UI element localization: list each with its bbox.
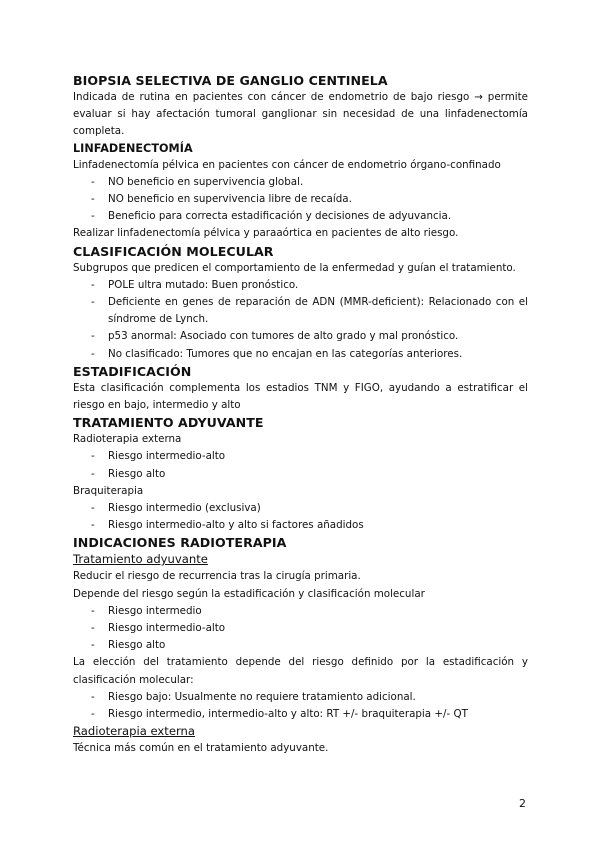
- molecular-intro: Subgrupos que predicen el comportamiento de la enfermedad y guían el tratamiento.: [73, 261, 516, 274]
- indicaciones-p4: Técnica más común en el tratamiento adyuvante.: [73, 742, 329, 755]
- list-item: - Riesgo intermedio, intermedio-alto y alto: RT +/- braquiterapia +/- QT: [73, 706, 528, 723]
- indicaciones-p3: La elección del tratamiento depende del riesgo definido por la estadificación y clasificación molecular:: [73, 656, 528, 686]
- indicaciones-p1: Reducir el riesgo de recurrencia tras la cirugía primaria.: [73, 570, 361, 583]
- linfa-list: [73, 174, 528, 226]
- dash-bullet: -: [91, 502, 95, 515]
- linfa-intro: Linfadenectomía pélvica en pacientes con cáncer de endometrio órgano-confinado: [73, 158, 501, 171]
- dash-bullet: -: [91, 193, 95, 206]
- page-number: 2: [519, 797, 526, 810]
- subheading-radioterapia-externa: Radioterapia externa: [73, 724, 195, 739]
- list-item: - Riesgo intermedio: [73, 603, 528, 620]
- heading-linfadenectomia: LINFADENECTOMÍA: [73, 141, 193, 155]
- dash-bullet: -: [91, 175, 95, 188]
- list-item: - Riesgo intermedio-alto y alto si factores añadidos: [73, 517, 528, 534]
- estadificacion-text: Esta clasificación complementa los estadios TNM y FIGO, ayudando a estratificar el riesgo en bajo, intermedio y alto: [73, 381, 528, 412]
- list-item: - Beneficio para correcta estadificación y decisiones de adyuvancia.: [73, 208, 528, 225]
- list-item: - POLE ultra mutado: Buen pronóstico.: [73, 277, 528, 294]
- dash-bullet: -: [91, 604, 95, 617]
- braquiterapia-list: [73, 500, 528, 534]
- ganglio-text: Indicada de rutina en pacientes con cáncer de endometrio de bajo riesgo → permite evaluar si hay afectación tumoral ganglionar sin necesidad de una linfadenectomía completa.: [73, 91, 528, 138]
- dash-bullet: -: [91, 347, 95, 360]
- subheading-tratamiento-adyuvante: Tratamiento adyuvante: [73, 552, 208, 567]
- dash-bullet: -: [91, 690, 95, 703]
- document-page: [73, 72, 528, 758]
- dash-bullet: -: [91, 467, 95, 480]
- heading-estadificacion: ESTADIFICACIÓN: [73, 363, 192, 379]
- molecular-list: [73, 277, 528, 363]
- list-item: - Riesgo bajo: Usualmente no requiere tratamiento adicional.: [73, 689, 528, 706]
- list-item: - No clasificado: Tumores que no encajan en las categorías anteriores.: [73, 346, 528, 363]
- list-item: - Riesgo intermedio-alto: [73, 620, 528, 637]
- indicaciones-p2: Depende del riesgo según la estadificación y clasificación molecular: [73, 587, 425, 600]
- heading-indicaciones-radioterapia: INDICACIONES RADIOTERAPIA: [73, 535, 287, 551]
- dash-bullet: -: [91, 296, 95, 309]
- radioterapia-externa-list: [73, 448, 528, 482]
- list-item: - Riesgo intermedio-alto: [73, 448, 528, 465]
- dash-bullet: -: [91, 622, 95, 635]
- list-item: - Riesgo alto: [73, 637, 528, 654]
- riesgo-list: [73, 603, 528, 655]
- list-item: - Riesgo intermedio (exclusiva): [73, 500, 528, 517]
- eleccion-list: [73, 689, 528, 723]
- dash-bullet: -: [91, 639, 95, 652]
- list-item: - NO beneficio en supervivencia global.: [73, 174, 528, 191]
- radioterapia-externa-label: Radioterapia externa: [73, 433, 182, 446]
- dash-bullet: -: [91, 450, 95, 463]
- dash-bullet: -: [91, 278, 95, 291]
- heading-ganglio-centinela: BIOPSIA SELECTIVA DE GANGLIO CENTINELA: [73, 73, 388, 88]
- braquiterapia-label: Braquiterapia: [73, 484, 144, 497]
- dash-bullet: -: [91, 210, 95, 223]
- list-item: - NO beneficio en supervivencia libre de recaída.: [73, 191, 528, 208]
- linfa-outro: Realizar linfadenectomía pélvica y paraaórtica en pacientes de alto riesgo.: [73, 227, 459, 240]
- dash-bullet: -: [91, 708, 95, 721]
- dash-bullet: -: [91, 330, 95, 343]
- dash-bullet: -: [91, 519, 95, 532]
- list-item: - p53 anormal: Asociado con tumores de alto grado y mal pronóstico.: [73, 328, 528, 345]
- list-item: - Riesgo alto: [73, 466, 528, 483]
- heading-tratamiento-adyuvante: TRATAMIENTO ADYUVANTE: [73, 415, 264, 431]
- list-item: - Deficiente en genes de reparación de ADN (MMR-deficient): Relacionado con el síndrome de Lynch.: [91, 296, 528, 326]
- heading-clasificacion-molecular: CLASIFICACIÓN MOLECULAR: [73, 243, 274, 259]
